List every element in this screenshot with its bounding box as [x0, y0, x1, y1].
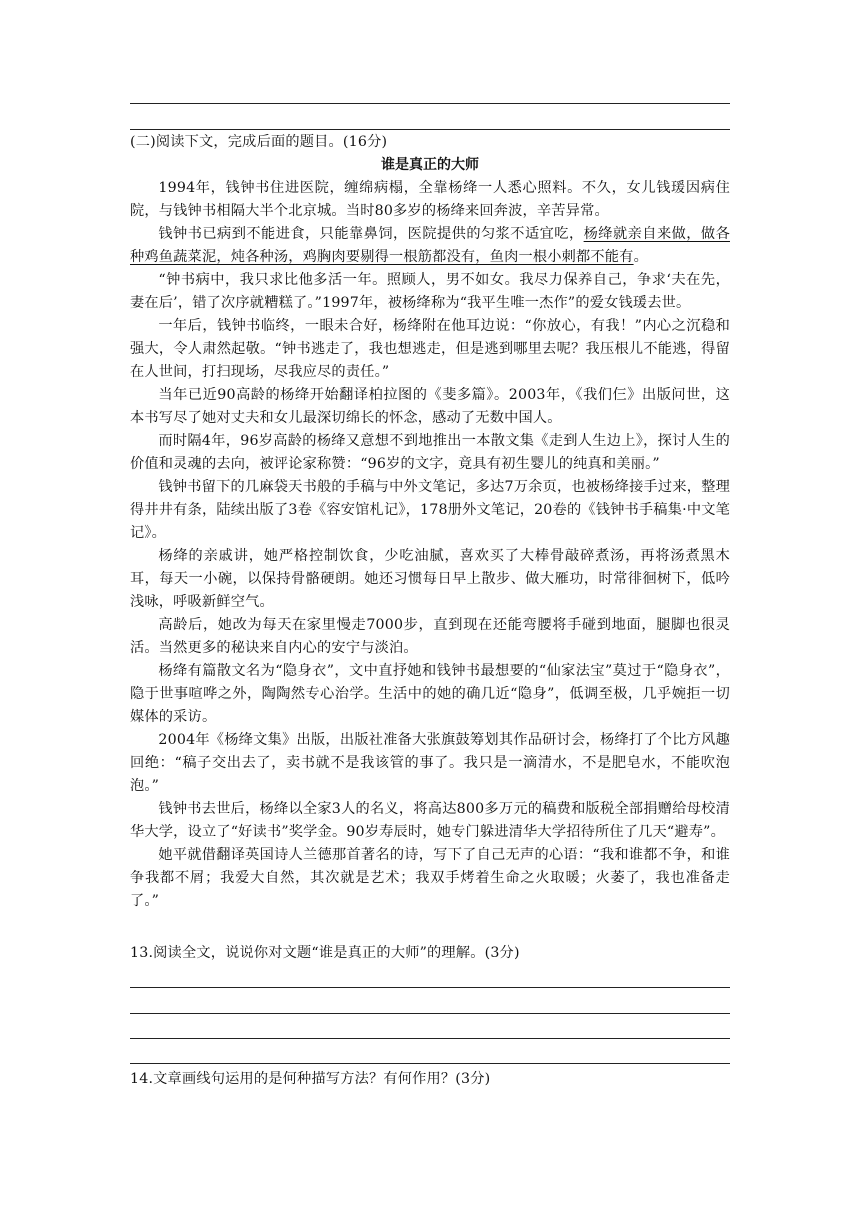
section-intro: (二)阅读下文，完成后面的题目。(16分) — [130, 134, 388, 150]
paragraph — [130, 223, 730, 269]
question-14: 14.文章画线句运用的是何种描写方法？有何作用？(3分) — [130, 1071, 491, 1087]
answer-line — [130, 129, 730, 130]
answer-line[interactable] — [130, 1038, 730, 1039]
paragraph: 2004年《杨绛文集》出版，出版社准备大张旗鼓筹划其作品研讨会，杨绛打了个比方风趣回绝：“稿子交出去了，卖书就不是我该管的事了。我只是一滴清水，不是肥皂水，不能吹泡泡。” — [130, 732, 730, 794]
article-body — [130, 177, 730, 913]
answer-line[interactable] — [130, 1013, 730, 1014]
article-title: 谁是真正的大师 — [381, 157, 479, 173]
answer-line[interactable] — [130, 1063, 730, 1064]
underlined-sentence: 杨绛就亲自来做，做各种鸡鱼蔬菜泥，炖各种汤，鸡胸肉要剔得一根筋都没有，鱼肉一根小刺都不能有 — [130, 226, 730, 265]
paragraph: 钱钟书留下的几麻袋天书般的手稿与中外文笔记，多达7万余页，也被杨绛接手过来，整理得井井有条，陆续出版了3卷《容安馆札记》，178册外文笔记，20卷的《钱钟书手稿集·中文笔记》。 — [130, 479, 730, 541]
paragraph: “钟书病中，我只求比他多活一年。照顾人，男不如女。我尽力保养自己，争求‘夫在先，妻在后’，错了次序就糟糕了。”1997年，被杨绛称为“我平生唯一杰作”的爱女钱瑗去世。 — [130, 272, 730, 311]
paragraph: 杨绛的亲戚讲，她严格控制饮食，少吃油腻，喜欢买了大棒骨敲碎煮汤，再将汤煮黑木耳，每天一小碗，以保持骨骼硬朗。她还习惯每日早上散步、做大雁功，时常徘徊树下，低吟浅咏，呼吸新鲜空气。 — [130, 548, 730, 610]
paragraph-text: 。 — [633, 249, 648, 265]
answer-line[interactable] — [130, 987, 730, 988]
paragraph: 1994年，钱钟书住进医院，缠绵病榻，全靠杨绛一人悉心照料。不久，女儿钱瑗因病住院，与钱钟书相隔大半个北京城。当时80多岁的杨绛来回奔波，辛苦异常。 — [130, 180, 730, 219]
question-13: 13.阅读全文，说说你对文题“谁是真正的大师”的理解。(3分) — [130, 945, 520, 961]
paragraph: 高龄后，她改为每天在家里慢走7000步，直到现在还能弯腰将手碰到地面，腿脚也很灵活。当然更多的秘诀来自内心的安宁与淡泊。 — [130, 617, 730, 656]
paragraph: 一年后，钱钟书临终，一眼未合好，杨绛附在他耳边说：“你放心，有我！”内心之沉稳和强大，令人肃然起敬。“钟书逃走了，我也想逃走，但是逃到哪里去呢？我压根儿不能逃，得留在人世间，打扫现场，尽我应尽的责任。” — [130, 318, 730, 380]
paragraph: 而时隔4年，96岁高龄的杨绛又意想不到地推出一本散文集《走到人生边上》，探讨人生的价值和灵魂的去向，被评论家称赞：“96岁的文字，竟具有初生婴儿的纯真和美丽。” — [130, 433, 730, 472]
answer-line — [130, 103, 730, 104]
paragraph: 当年已近90高龄的杨绛开始翻译柏拉图的《斐多篇》。2003年，《我们仨》出版问世，这本书写尽了她对丈夫和女儿最深切绵长的怀念，感动了无数中国人。 — [130, 387, 730, 426]
paragraph: 杨绛有篇散文名为“隐身衣”，文中直抒她和钱钟书最想要的“仙家法宝”莫过于“隐身衣”，隐于世事喧哗之外，陶陶然专心治学。生活中的她的确几近“隐身”，低调至极，几乎婉拒一切媒体的采访。 — [130, 663, 730, 725]
paragraph: 钱钟书去世后，杨绛以全家3人的名义，将高达800多万元的稿费和版税全部捐赠给母校清华大学，设立了“好读书”奖学金。90岁寿辰时，她专门躲进清华大学招待所住了几天“避寿”。 — [130, 801, 730, 840]
paragraph: 她平就借翻译英国诗人兰德那首著名的诗，写下了自己无声的心语：“我和谁都不争，和谁争我都不屑；我爱大自然，其次就是艺术；我双手烤着生命之火取暖；火萎了，我也准备走了。” — [130, 847, 730, 909]
paragraph-text: 钱钟书已病到不能进食，只能靠鼻饲，医院提供的匀浆不适宜吃， — [158, 226, 584, 242]
